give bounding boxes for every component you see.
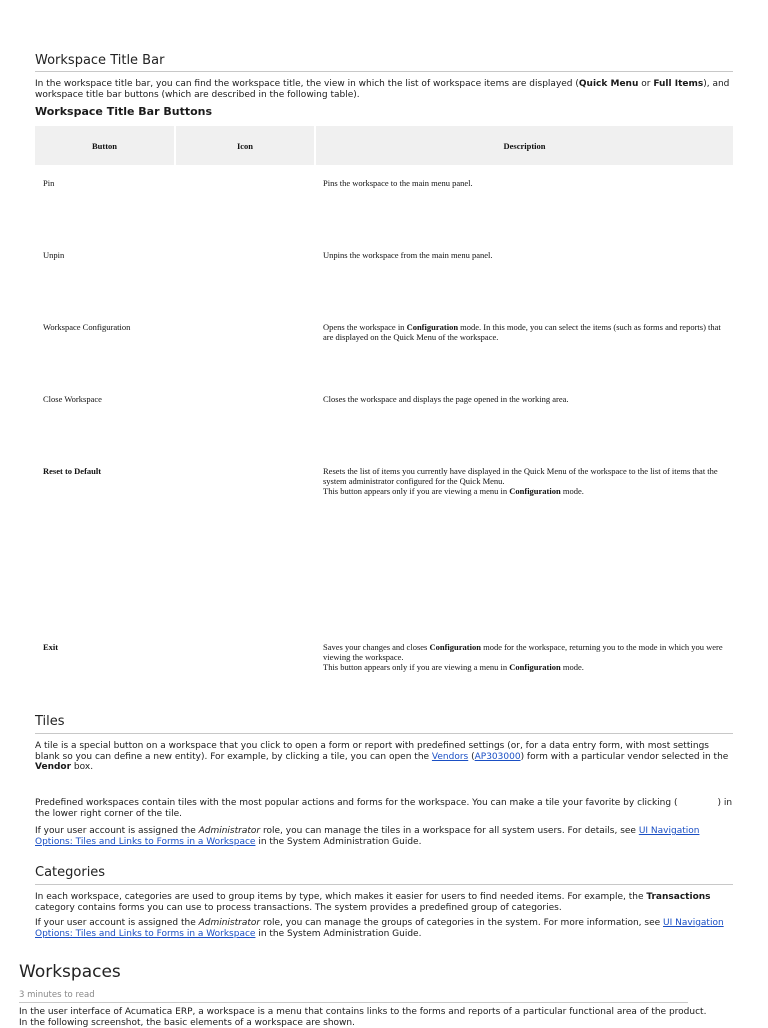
workspaces-intro: In the user interface of Acumatica ERP, a workspace is a menu that contains links to the forms and reports of a particular functional area of the product. In the following screenshot, the basic elements of a workspace are shown. [19,1007,707,1028]
column-header-button: Button [35,126,175,165]
table-title: Workspace Title Bar Buttons [35,105,213,118]
description-cell: Resets the list of items you currently have displayed in the Quick Menu of the workspace to the list of items that the system administrator configured for the Quick Menu. This button appears only if you are viewing a menu in Configuration mode. [323,466,718,496]
table-row [35,629,733,689]
button-name-cell: Unpin [43,250,65,260]
button-name-cell: Exit [43,642,59,652]
table-header-row [35,126,733,165]
tiles-paragraph: If your user account is assigned the Administrator role, you can manage the tiles in a workspace for all system users. For details, see UI Navigation Options: Tiles and Links to Forms in a Workspace in the System Administration Guide. [35,826,700,847]
icon-cell [175,165,315,237]
read-time: 3 minutes to read [19,990,95,1000]
categories-paragraph: In each workspace, categories are used to group items by type, which makes it easier for users to find needed items. For example, the Transactions category contains forms you can use to process transactions. The system provides a predefined group of categories. [35,892,711,913]
divider [35,733,733,734]
divider [35,71,733,72]
section-heading-title-bar: Workspace Title Bar [35,53,165,68]
column-header-icon: Icon [175,126,315,165]
title-bar-intro: In the workspace title bar, you can find the workspace title, the view in which the list of workspace items are displayed (Quick Menu or Full Items), and workspace title bar buttons (which are described in the following table). [35,79,730,100]
button-name-cell: Close Workspace [43,394,102,404]
icon-cell [175,309,315,381]
ui-navigation-options-link[interactable]: UI Navigation Options: Tiles and Links to Forms in a Workspace [35,918,724,939]
table-row [35,237,733,309]
icon-cell [175,381,315,453]
section-heading-tiles: Tiles [35,714,65,729]
divider [19,1002,688,1003]
table-row [35,453,733,629]
button-name-cell: Reset to Default [43,466,102,476]
description-cell: Closes the workspace and displays the page opened in the working area. [323,394,569,404]
table-row [35,309,733,381]
ap303000-link[interactable]: AP303000 [474,751,521,762]
categories-paragraph: If your user account is assigned the Administrator role, you can manage the groups of categories in the system. For more information, see UI Navigation Options: Tiles and Links to Forms in a Workspace in the System Administration Guide. [35,918,724,939]
description-cell: Pins the workspace to the main menu panel. [323,178,473,188]
column-header-description: Description [315,126,733,165]
description-cell: Saves your changes and closes Configuration mode for the workspace, returning you to the mode in which you were viewing the workspace. This button appears only if you are viewing a menu in Configuration mode. [323,642,723,672]
button-name-cell: Workspace Configuration [43,322,131,332]
description-cell: Unpins the workspace from the main menu panel. [323,250,493,260]
divider [35,884,733,885]
icon-cell [175,237,315,309]
table-row [35,165,733,237]
icon-cell [175,453,315,629]
icon-cell [175,629,315,689]
title-bar-buttons-table [35,126,733,689]
description-cell: Opens the workspace in Configuration mode. In this mode, you can select the items (such as forms and reports) that are displayed on the Quick Menu of the workspace. [323,322,721,342]
vendors-link[interactable]: Vendors [431,751,469,762]
button-name-cell: Pin [43,178,55,188]
ui-navigation-options-link[interactable]: UI Navigation Options: Tiles and Links to Forms in a Workspace [35,826,700,847]
tiles-paragraph: A tile is a special button on a workspace that you click to open a form or report with predefined settings (or, for a data entry form, with most settings blank so you can define a new entity). For example, by clicking a tile, you can open the Vendors (AP303000) form with a particular vendor selected in the Vendor box. [35,741,729,772]
tiles-paragraph: Predefined workspaces contain tiles with the most popular actions and forms for the workspace. You can make a tile your favorite by clicking ( ) in the lower right corner of the tile. [35,798,733,819]
section-heading-categories: Categories [35,865,106,880]
page-title-workspaces: Workspaces [19,962,121,982]
table-row [35,381,733,453]
